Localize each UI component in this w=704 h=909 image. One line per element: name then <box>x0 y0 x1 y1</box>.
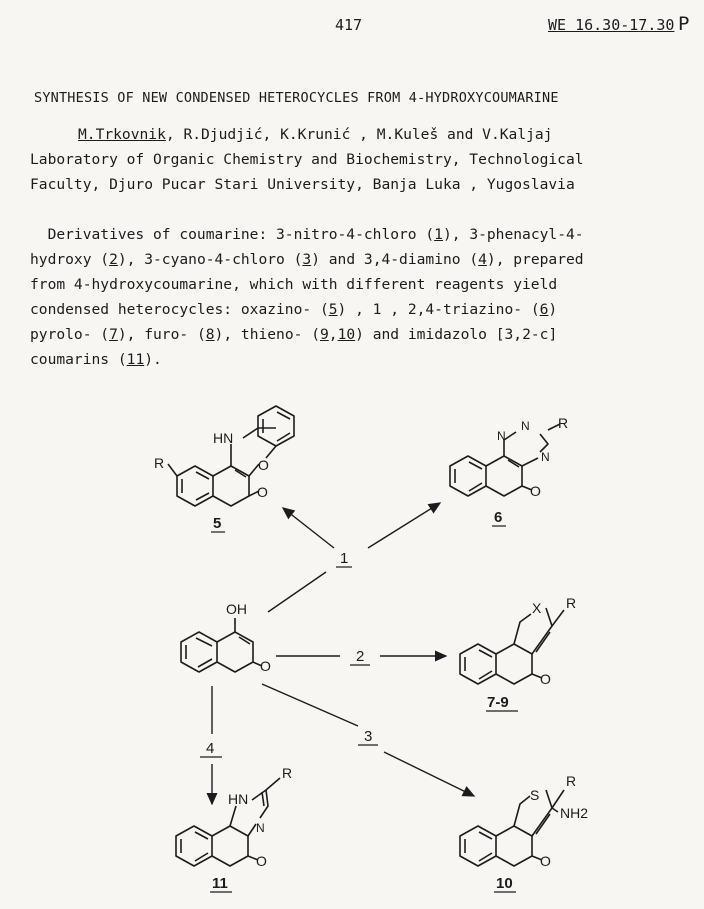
atom-o-carbonyl-11: O <box>256 853 267 869</box>
compound-label-11: 11 <box>212 875 228 892</box>
arrow-to-5 <box>283 508 334 548</box>
compound-label-7-9: 7-9 <box>487 694 509 711</box>
atom-x: X <box>532 600 542 616</box>
page-number: 417 <box>335 16 363 34</box>
ref-3: 3 <box>302 251 312 268</box>
atom-r-10: R <box>566 773 577 789</box>
arrow-to-reagent-1 <box>268 572 326 612</box>
atom-s: S <box>530 787 540 803</box>
text: ) , 1 , 2,4-triazino- ( <box>337 301 540 318</box>
text: ), 3-cyano-4-chloro ( <box>117 251 303 268</box>
structure-5 <box>168 406 294 506</box>
ref-6: 6 <box>539 301 549 318</box>
ref-10: 10 <box>337 326 356 343</box>
atom-o-carbonyl-5: O <box>257 484 268 500</box>
affiliation-line-2: Faculty, Djuro Pucar Stari University, Banja Luka , Yugoslavia <box>30 176 575 193</box>
atom-n-6a: N <box>497 429 506 443</box>
atom-r-6: R <box>558 415 569 431</box>
abstract-line-3: from 4-hydroxycoumarine, which with different reagents yield <box>30 276 558 293</box>
reagent-1: 1 <box>340 550 349 567</box>
arrow-3-segment-1 <box>262 684 358 726</box>
atom-hn-11: HN <box>228 791 249 807</box>
text: ), prepared <box>486 251 584 268</box>
atom-o-carbonyl: O <box>260 658 271 674</box>
ref-5: 5 <box>328 301 338 318</box>
atom-o-carbonyl-6: O <box>530 483 541 499</box>
atom-n-11: N <box>256 821 265 835</box>
text: ), thieno- ( <box>214 326 320 343</box>
atom-o-carbonyl-10: O <box>540 853 551 869</box>
reagent-4: 4 <box>206 740 215 757</box>
atom-oh: OH <box>226 601 247 617</box>
atom-o-carbonyl-7: O <box>540 671 551 687</box>
text: ) and imidazolo [3,2-c] <box>355 326 558 343</box>
session-code: WE 16.30-17.30 <box>548 16 675 34</box>
ref-9: 9 <box>319 326 329 343</box>
text: ) <box>548 301 558 318</box>
affiliation-line-1: Laboratory of Organic Chemistry and Biochemistry, Technological <box>30 151 584 168</box>
ref-1: 1 <box>434 226 443 243</box>
ref-8: 8 <box>205 326 215 343</box>
arrow-to-10 <box>384 752 474 796</box>
atom-r-7: R <box>566 595 577 611</box>
text: Derivatives of coumarine: 3-nitro-4-chloro ( <box>30 226 435 243</box>
atom-n-6c: N <box>541 450 550 464</box>
authors-rest: , R.Djudjić, K.Krunić , M.Kuleš and V.Kaljaj <box>165 126 553 143</box>
atom-hn-5: HN <box>213 430 234 446</box>
ref-7: 7 <box>109 326 118 343</box>
text: , <box>328 326 338 343</box>
reagent-2: 2 <box>356 648 365 665</box>
structure-4-hydroxycoumarin <box>181 618 262 672</box>
compound-label-6: 6 <box>494 509 503 526</box>
text: condensed heterocycles: oxazino- ( <box>30 301 329 318</box>
session-letter: P <box>678 13 690 35</box>
atom-n-6b: N <box>521 419 530 433</box>
reagent-3: 3 <box>364 728 373 745</box>
ref-4: 4 <box>478 251 487 268</box>
arrow-to-6 <box>368 503 440 548</box>
paper-title: SYNTHESIS OF NEW CONDENSED HETEROCYCLES FROM 4-HYDROXYCOUMARINE <box>34 90 559 106</box>
compound-label-5: 5 <box>213 515 222 532</box>
atom-o-5: O <box>258 457 269 473</box>
text: ), 3-phenacyl-4- <box>442 226 584 243</box>
text: ), furo- ( <box>117 326 206 343</box>
author-first: M.Trkovnik <box>78 126 166 143</box>
text: hydroxy ( <box>30 251 110 268</box>
text: ) and 3,4-diamino ( <box>311 251 479 268</box>
atom-r-11: R <box>282 765 293 781</box>
ref-2: 2 <box>109 251 118 268</box>
text: pyrolo- ( <box>30 326 110 343</box>
ref-11: 11 <box>126 351 145 368</box>
atom-nh2: NH2 <box>560 805 589 821</box>
compound-label-10: 10 <box>496 875 513 892</box>
atom-r-5: R <box>154 455 165 471</box>
text: ). <box>144 351 162 368</box>
text: coumarins ( <box>30 351 127 368</box>
